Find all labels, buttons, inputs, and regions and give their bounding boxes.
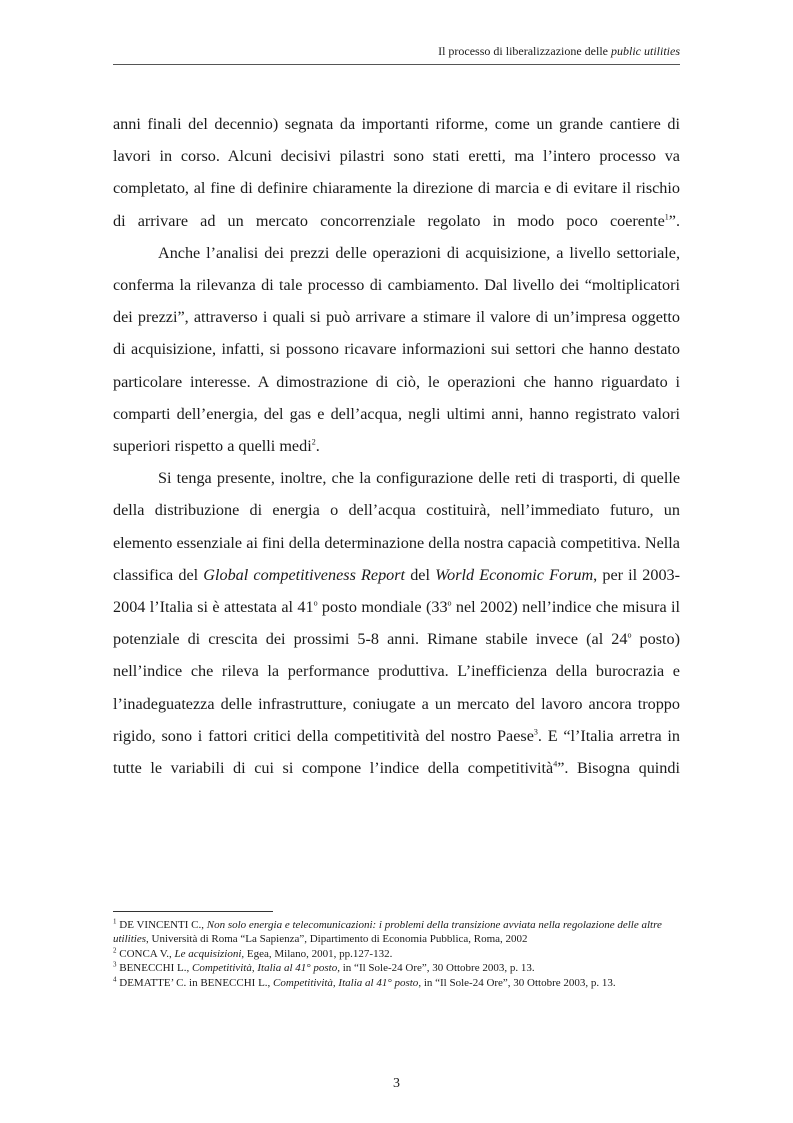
footnote-text: , Università di Roma “La Sapienza”, Dipartimento di Economia Pubblica, Roma, 2002 xyxy=(146,933,528,946)
running-header-italic: public utilities xyxy=(611,44,680,58)
footnote-number: 4 xyxy=(113,974,117,983)
ordinal-2: o xyxy=(447,598,452,608)
paragraph-1-text: anni finali del decennio) segnata da importanti riforme, come un grande cantiere di lavori in corso. Alcuni decisivi pilastri sono stati eretti, ma l’intero processo va completato, al fine di definire chiaramente la direzione di marcia e di evitare il rischio di arrivare ad un mercato concorrenziale regolato in modo poco coerente xyxy=(113,115,680,230)
paragraph-2-tail: . xyxy=(315,437,320,456)
footnote-number: 1 xyxy=(113,917,117,926)
footnote-text: CONCA V., xyxy=(116,947,175,960)
footnote-4 xyxy=(113,976,680,990)
footnote-title: Competitività, Italia al 41° posto xyxy=(191,962,338,975)
footnote-text: , in “Il Sole-24 Ore”, 30 Ottobre 2003, p. 13. xyxy=(337,962,535,975)
paragraph-1-tail: ”. xyxy=(668,211,680,230)
footnote-text: DE VINCENTI C., xyxy=(116,919,207,931)
footnote-2 xyxy=(113,947,680,961)
footnote-text: , in “Il Sole-24 Ore”, 30 Ottobre 2003, p. 13. xyxy=(418,976,616,989)
footnote-1 xyxy=(113,918,680,947)
paragraph-3-s8: ”. Bisogna quindi xyxy=(557,759,680,778)
footnote-text: BENECCHI L., xyxy=(116,962,192,975)
running-header-text: Il processo di liberalizzazione delle xyxy=(438,44,608,58)
ordinal-3: o xyxy=(627,630,632,640)
footnote-title: Non solo energia e telecomunicazioni: i problemi della transizione avviata nella regolazione delle altre utilities xyxy=(113,919,662,946)
body-text xyxy=(113,108,680,784)
footnote-ref-4[interactable]: 4 xyxy=(553,759,558,769)
ordinal-1: o xyxy=(313,598,318,608)
paragraph-3-s7: . E “l’Italia arretra in tutte le variabili di cui si compone l’indice della competitività xyxy=(113,726,680,778)
paragraph-3-s5: nel 2002) nell’indice che misura il potenziale di crescita dei prossimi 5-8 anni. Rimane stabile invece (al 24 xyxy=(113,598,680,649)
running-header xyxy=(438,44,680,59)
footnote-title: Competitività, Italia al 41° posto xyxy=(273,976,419,989)
paragraph-3-s2: del xyxy=(410,565,430,584)
paragraph-3-s6: posto) nell’indice che rileva la performance produttiva. L’inefficienza della burocrazia e l’inadeguatezza delle infrastrutture, coniugate a un mercato del lavoro ancora troppo rigido, sono i fattori critici della competitività del nostro Paese xyxy=(113,630,680,745)
footnotes xyxy=(113,918,680,990)
footnote-ref-2[interactable]: 2 xyxy=(311,437,316,447)
paragraph-3-report-title: Global competitiveness Report xyxy=(203,565,406,584)
page-number: 3 xyxy=(393,1076,400,1091)
paragraph-3-forum-name: World Economic Forum xyxy=(435,565,594,584)
paragraph-2-text: Anche l’analisi dei prezzi delle operazioni di acquisizione, a livello settoriale, conferma la rilevanza di tale processo di cambiamento. Dal livello dei “moltiplicatori dei prezzi”, attraverso i quali si può arrivare a stimare il valore di un’impresa oggetto di acquisizione, infatti, si possono ricavare informazioni sui settori che hanno destato particolare interesse. A dimostrazione di ciò, le operazioni che hanno riguardato i comparti dell’energia, del gas e dell’acqua, negli ultimi anni, hanno registrato valori superiori rispetto a quelli medi xyxy=(113,243,680,456)
paragraph-3 xyxy=(113,462,680,784)
footnote-rule xyxy=(113,911,273,912)
footnote-number: 2 xyxy=(113,946,117,955)
paragraph-3-s1: Si tenga presente, inoltre, che la configurazione delle reti di trasporti, di quelle della distribuzione di energia o dell’acqua costituirà, nell’immediato futuro, un elemento essenziale ai fini della determinazione della nostra capacià competitiva. Nella classifica del xyxy=(113,469,680,584)
paragraph-1 xyxy=(113,108,680,237)
footnote-3 xyxy=(113,961,680,975)
footnote-ref-3[interactable]: 3 xyxy=(533,727,538,737)
header-rule xyxy=(113,64,680,65)
footnote-text: DEMATTE’ C. in BENECCHI L., xyxy=(116,976,274,989)
paragraph-2 xyxy=(113,237,680,462)
paragraph-3-s3: , per il 2003-2004 l’Italia si è attestata al 41 xyxy=(113,565,681,617)
paragraph-3-s4: posto mondiale (33 xyxy=(317,598,448,617)
footnote-title: Le acquisizioni, xyxy=(174,947,245,960)
footnote-text: Egea, Milano, 2001, pp.127-132. xyxy=(244,947,393,960)
footnote-number: 3 xyxy=(113,960,117,969)
footnote-ref-1[interactable]: 1 xyxy=(664,212,669,222)
